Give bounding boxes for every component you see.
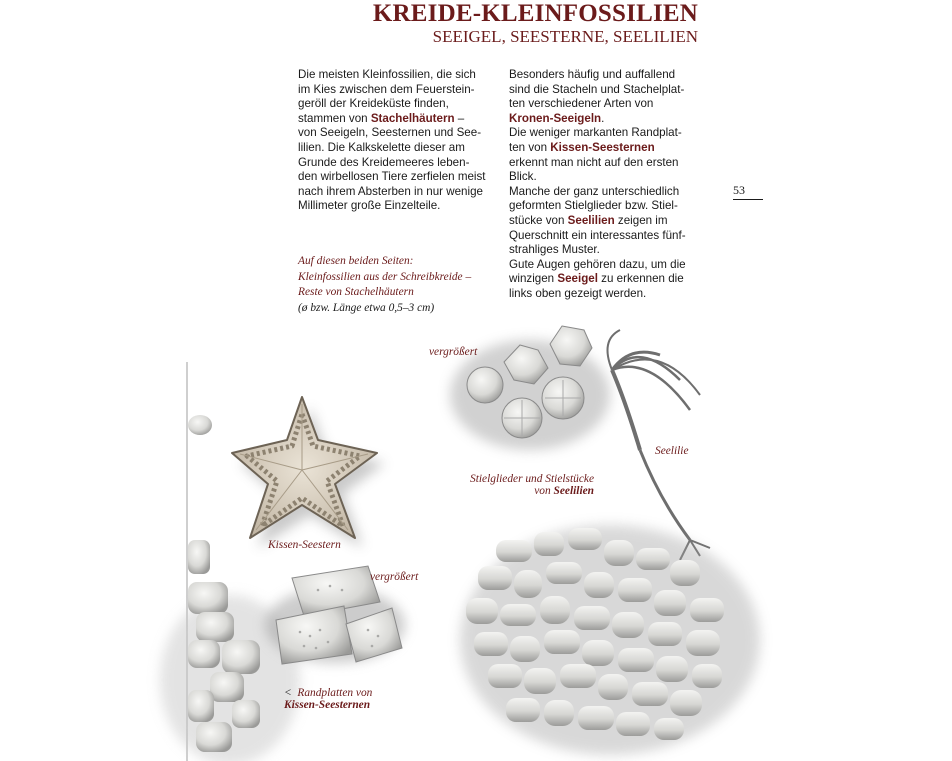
text-line: Kronen-Seeigeln. <box>509 111 605 125</box>
text-line: strahliges Muster. <box>509 243 600 257</box>
label-seelilie: Seelilie <box>655 445 689 457</box>
text-line: Querschnitt ein interessantes fünf- <box>509 228 686 242</box>
seeigel-fossils <box>450 326 610 450</box>
text-line: Grunde des Kreidemeeres leben- <box>298 155 470 169</box>
text-line: links oben gezeigt werden. <box>509 286 647 300</box>
highlight-stachelhaeutern: Stachelhäutern <box>370 111 455 125</box>
highlight-seeigel: Seeigel <box>557 272 598 286</box>
arrow-left-icon: < <box>284 687 292 699</box>
text-line: den wirbellosen Tiere zerfielen meist <box>298 170 486 184</box>
text-line: geröll der Kreideküste finden, <box>298 97 449 111</box>
highlight-seelilien: Seelilien <box>567 213 615 227</box>
stielglieder-line1: Stielglieder und Stielstücke <box>470 473 594 485</box>
page-subtitle: SEEIGEL, SEESTERNE, SEELILIEN <box>432 27 698 46</box>
text-line: Manche der ganz unterschiedlich <box>509 184 680 198</box>
text-line: von Seeigeln, Seesternen und See- <box>298 126 482 140</box>
randplatten-line1: < Randplatten von <box>284 687 373 699</box>
text-line: nach ihrem Absterben in nur wenige <box>298 184 483 198</box>
highlight-kronen-seeigeln: Kronen-Seeigeln <box>509 111 602 125</box>
label-randplatten <box>284 687 372 711</box>
page-title: KREIDE-KLEINFOSSILIEN <box>372 0 698 27</box>
text-line: Die meisten Kleinfossilien, die sich <box>298 68 476 81</box>
text-line: Blick. <box>509 170 537 184</box>
text-line: sind die Stacheln und Stachelplat- <box>509 82 685 96</box>
text-line: geformten Stielglieder bzw. Stiel- <box>509 199 678 213</box>
label-stielglieder <box>470 473 594 497</box>
text-line: ten von Kissen-Seesternen <box>509 140 655 154</box>
label-enlarged-bottom: vergrößert <box>370 571 419 583</box>
caption-line: Reste von Stachelhäutern <box>298 286 414 299</box>
text-line: ten verschiedener Arten von <box>509 97 654 111</box>
stielglieder-line2: von Seelilien <box>534 485 594 497</box>
text-line: erkennt man nicht auf den ersten <box>509 155 679 169</box>
text-line: stücke von Seelilien zeigen im <box>509 213 668 227</box>
stielglieder-pile <box>460 525 760 755</box>
text-line: im Kies zwischen dem Feuerstein- <box>298 82 475 96</box>
kissen-seestern-fossil <box>232 397 385 548</box>
text-line: winzigen Seeigel zu erkennen die <box>509 272 684 286</box>
caption-line: Auf diesen beiden Seiten: <box>298 255 414 267</box>
text-line: lilien. Die Kalkskelette dieser am <box>298 140 465 154</box>
page-number: 53 <box>733 183 763 200</box>
randplatten-line2: Kissen-Seesternen <box>284 699 371 711</box>
caption-line: Kleinfossilien aus der Schreibkreide – <box>298 270 472 283</box>
text-line: Millimeter große Einzelteile. <box>298 199 441 213</box>
caption-line: (ø bzw. Länge etwa 0,5–3 cm) <box>298 301 435 314</box>
label-kissen-seestern: Kissen-Seestern <box>268 539 341 551</box>
label-enlarged-top: vergrößert <box>429 346 478 358</box>
text-line: Gute Augen gehören dazu, um die <box>509 257 686 271</box>
highlight-kissen-seesternen: Kissen-Seesternen <box>550 140 655 154</box>
text-line: Die weniger markanten Randplat- <box>509 126 682 140</box>
text-line: stammen von Stachelhäutern – <box>298 111 465 125</box>
text-line: Besonders häufig und auffallend <box>509 68 676 81</box>
